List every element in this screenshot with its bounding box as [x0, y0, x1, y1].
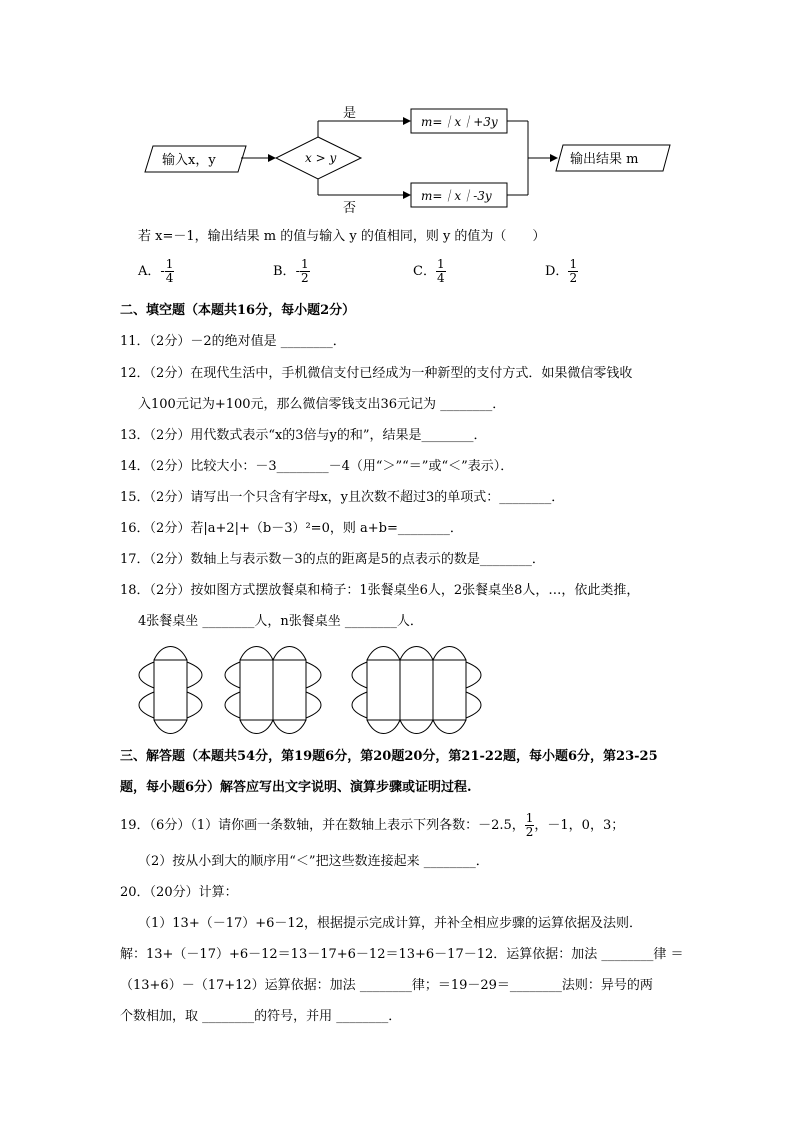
yes-label: 是 [343, 106, 357, 121]
section3-line2: 题，每小题6分）解答应写出文字说明、演算步骤或证明过程. [120, 780, 472, 795]
flowchart [0, 0, 794, 230]
input-label: 输入x，y [162, 153, 216, 168]
q19-part2: （2）按从小到大的顺序用“＜”把这些数连接起来 ________． [138, 854, 489, 869]
formula-no: m=｜x｜-3y [421, 189, 492, 203]
tables-figure [0, 640, 794, 740]
q10-option-a: A．- $\frac{1}{4}$ [138, 257, 174, 285]
formula-yes: m=｜x｜+3y [421, 115, 498, 129]
q18-line1: 18．（2分）按如图方式摆放餐桌和椅子：1张餐桌坐6人，2张餐桌坐8人，…，依此类推， [120, 583, 640, 598]
q20-line4: （13+6）－（17+12）运算依据：加法 ________律；＝19－29＝________法则：异号的两 [120, 978, 653, 993]
table-figure-2 [225, 647, 321, 734]
q12-line2: 入100元记为+100元，那么微信零钱支出36元记为 ________． [138, 397, 506, 412]
table-figure-3 [352, 647, 481, 734]
q11: 11．（2分）－2的绝对值是 ________． [120, 334, 346, 349]
table-figure-1 [139, 647, 202, 734]
section3-line1: 三、解答题（本题共54分，第19题6分，第20题20分，第21-22题，每小题6分，第23-25 [120, 749, 658, 764]
q10-option-d: D． $\frac{1}{2}$ [545, 257, 578, 285]
q10-option-b: B．- $\frac{1}{2}$ [273, 257, 309, 285]
q10-option-c: C． $\frac{1}{4}$ [413, 257, 445, 285]
q20-line1: 20．（20分）计算： [120, 885, 238, 900]
q15: 15．（2分）请写出一个只含有字母x，y且次数不超过3的单项式：________． [120, 490, 565, 505]
no-label: 否 [343, 201, 357, 216]
q20-line2: （1）13+（－17）+6－12，根据提示完成计算，并补全相应步骤的运算依据及法则． [138, 916, 642, 931]
q14: 14．（2分）比较大小：－3________－4（用“＞”“＝”或“＜”表示）． [120, 459, 514, 474]
q16: 16．（2分）若|a+2|+（b－3）²=0，则 a+b=________． [120, 521, 463, 536]
section2-title: 二、填空题（本题共16分，每小题2分） [120, 303, 356, 318]
q20-line5: 个数相加，取 ________的符号，并用 ________． [120, 1009, 402, 1024]
q10-stem: 若 x=－1，输出结果 m 的值与输入 y 的值相同，则 y 的值为（ ） [138, 229, 546, 244]
q18-line2: 4张餐桌坐 ________人，n张餐桌坐 ________人． [138, 614, 423, 629]
condition-label: x > y [305, 151, 337, 165]
output-label: 输出结果 m [570, 152, 639, 167]
q13: 13．（2分）用代数式表示“x的3倍与y的和”，结果是________． [120, 428, 487, 443]
q12-line1: 12．（2分）在现代生活中，手机微信支付已经成为一种新型的支付方式．如果微信零钱收 [120, 366, 633, 381]
q19-part1: 19．（6分）（1）请你画一条数轴，并在数轴上表示下列各数：－2.5， $\frac{1}{2}$ ，－1，0，3； [120, 811, 625, 839]
q17: 17．（2分）数轴上与表示数－3的点的距离是5的点表示的数是________． [120, 552, 545, 567]
q20-line3: 解：13+（－17）+6－12＝13－17+6－12＝13+6－17－12．运算依据：加法 ________律 ＝ [120, 947, 684, 962]
